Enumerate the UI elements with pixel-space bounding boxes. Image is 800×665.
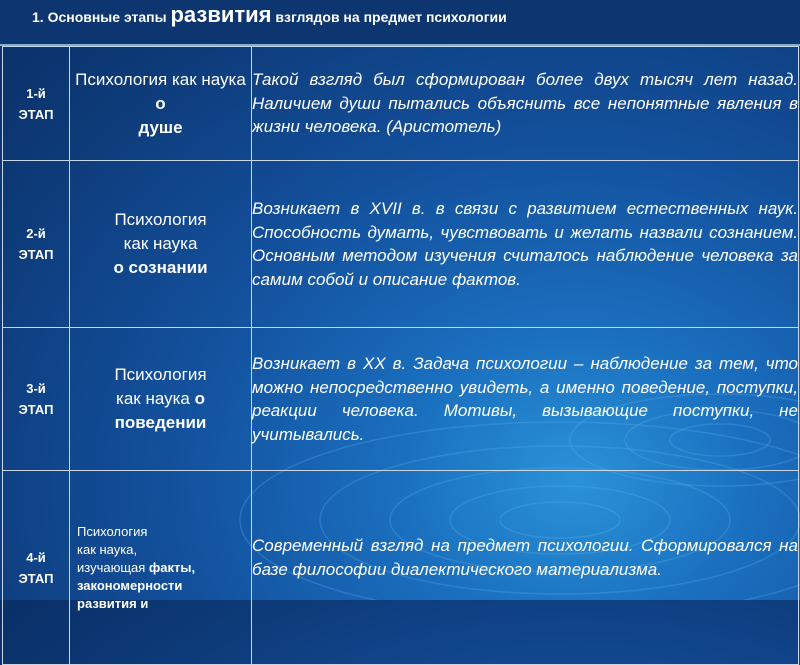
stages-table xyxy=(2,46,799,665)
stage-name-text: как наука xyxy=(116,389,195,408)
table-row-stage-3 xyxy=(3,328,799,471)
stage-description: Возникает в XX в. Задача психологии – наблюдение за тем, что можно непосредственно увидеть, а именно поведение, поступки, реакции человека. Мотивы, вызывающие поступки, не учитывались. xyxy=(252,328,799,471)
stage-description: Возникает в XVII в. в связи с развитием естественных наук. Способность думать, чувствовать и желать назвали сознанием. Основным методом изучения считалось наблюдение человека за самим собой и описание фактов. xyxy=(252,161,799,328)
table-row-stage-4 xyxy=(3,471,799,665)
stage-word: ЭТАП xyxy=(18,570,54,586)
table-row-stage-1 xyxy=(3,47,799,161)
stage-label-cell xyxy=(3,47,70,161)
stage-description: Современный взгляд на предмет психологии. Сформировался на базе философии диалектического материализма. xyxy=(252,471,799,665)
stage-name-text: Психология как наука xyxy=(75,69,246,89)
table-row-stage-2 xyxy=(3,161,799,328)
stage-name-text: Психология xyxy=(114,365,207,384)
stage-word: ЭТАП xyxy=(18,106,54,122)
stage-name-text: Психология xyxy=(77,523,148,539)
stage-name-text: Психология xyxy=(114,210,207,229)
title-prefix: 1. Основные этапы xyxy=(32,9,171,25)
stage-name-bold: факты, xyxy=(148,559,196,575)
stage-word: ЭТАП xyxy=(18,247,54,262)
slide-title xyxy=(32,2,507,28)
stage-label-cell xyxy=(3,161,70,328)
stage-label-cell xyxy=(3,328,70,471)
title-emphasis: развития xyxy=(170,2,272,27)
stage-name-bold-line: душе xyxy=(138,117,183,137)
title-suffix: взглядов на предмет психологии xyxy=(271,9,507,25)
stage-name-bold-line: поведении xyxy=(114,413,207,432)
stage-number: 4-й xyxy=(26,549,46,565)
stage-number: 1-й xyxy=(26,85,46,101)
stage-name-bold: о xyxy=(194,389,205,408)
stage-name-bold: о xyxy=(155,93,166,113)
stage-name-cell xyxy=(70,328,252,471)
stage-name-text: изучающая xyxy=(77,559,149,575)
stage-number: 3-й xyxy=(26,381,46,396)
stage-name-bold-line: закономерности xyxy=(77,577,183,593)
slide-header xyxy=(0,0,800,46)
stage-name-bold: о сознании xyxy=(113,258,208,277)
stage-name-cell xyxy=(70,161,252,328)
stage-name-cell xyxy=(70,47,252,161)
stage-name-text: как наука, xyxy=(77,541,138,557)
stage-name-text: как наука xyxy=(123,234,198,253)
stage-label-cell xyxy=(3,471,70,665)
stage-name-bold-line: развития и xyxy=(77,595,149,611)
stage-number: 2-й xyxy=(26,226,46,241)
stage-name-cell xyxy=(70,471,252,665)
stage-word: ЭТАП xyxy=(18,402,54,417)
stage-description: Такой взгляд был сформирован более двух тысяч лет назад. Наличием души пытались объяснить все непонятные явления в жизни человека. (Аристотель) xyxy=(252,47,799,161)
